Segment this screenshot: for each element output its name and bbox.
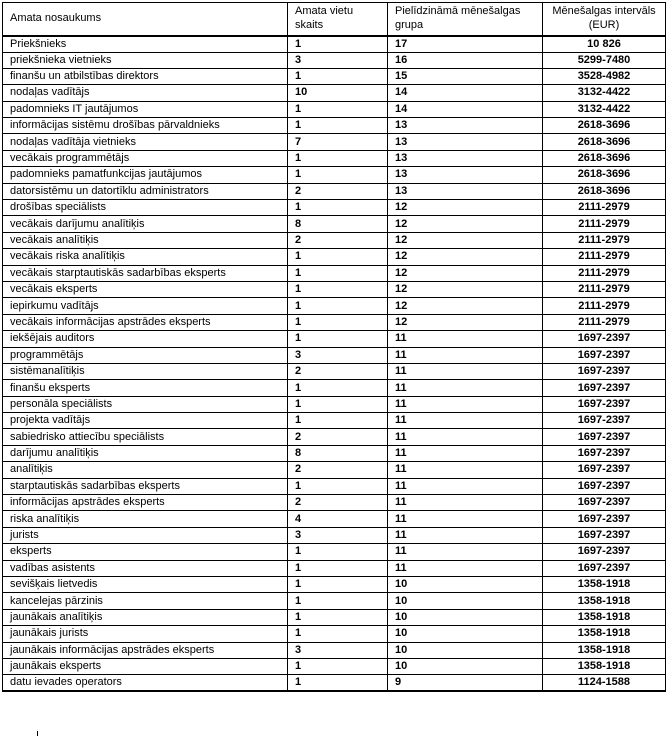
range-cell: 2618-3696	[543, 150, 666, 166]
count-cell: 1	[288, 560, 388, 576]
count-cell: 1	[288, 609, 388, 625]
count-cell: 2	[288, 363, 388, 379]
table-row	[3, 249, 666, 265]
position-cell: jurists	[3, 527, 288, 543]
count-cell: 2	[288, 462, 388, 478]
position-cell: programmētājs	[3, 347, 288, 363]
position-cell: priekšnieka vietnieks	[3, 52, 288, 68]
group-cell: 11	[388, 331, 543, 347]
group-cell: 11	[388, 544, 543, 560]
range-cell: 1124-1588	[543, 675, 666, 692]
position-cell: vecākais informācijas apstrādes eksperts	[3, 314, 288, 330]
range-cell: 2618-3696	[543, 118, 666, 134]
count-cell: 2	[288, 232, 388, 248]
table-row	[3, 68, 666, 84]
table-row	[3, 429, 666, 445]
count-cell: 1	[288, 380, 388, 396]
count-cell: 1	[288, 281, 388, 297]
table-row	[3, 593, 666, 609]
count-cell: 1	[288, 314, 388, 330]
range-cell: 1697-2397	[543, 347, 666, 363]
table-row	[3, 85, 666, 101]
group-cell: 9	[388, 675, 543, 692]
range-cell: 1697-2397	[543, 363, 666, 379]
group-cell: 12	[388, 232, 543, 248]
position-cell: iekšējais auditors	[3, 331, 288, 347]
group-cell: 16	[388, 52, 543, 68]
table-row	[3, 298, 666, 314]
group-cell: 12	[388, 265, 543, 281]
column-header-count: Amata vietu skaits	[288, 3, 388, 36]
table-row	[3, 413, 666, 429]
count-cell: 1	[288, 626, 388, 642]
range-cell: 1697-2397	[543, 495, 666, 511]
table-row	[3, 118, 666, 134]
position-cell: projekta vadītājs	[3, 413, 288, 429]
count-cell: 1	[288, 265, 388, 281]
position-cell: finanšu un atbilstības direktors	[3, 68, 288, 84]
group-cell: 13	[388, 167, 543, 183]
count-cell: 1	[288, 298, 388, 314]
table-row	[3, 626, 666, 642]
range-cell: 2111-2979	[543, 314, 666, 330]
group-cell: 11	[388, 495, 543, 511]
group-cell: 11	[388, 413, 543, 429]
position-cell: jaunākais informācijas apstrādes eksperts	[3, 642, 288, 658]
position-cell: sabiedrisko attiecību speciālists	[3, 429, 288, 445]
position-cell: vadības asistents	[3, 560, 288, 576]
range-cell: 1358-1918	[543, 609, 666, 625]
count-cell: 1	[288, 36, 388, 53]
count-cell: 3	[288, 347, 388, 363]
table-row	[3, 101, 666, 117]
group-cell: 12	[388, 298, 543, 314]
group-cell: 11	[388, 380, 543, 396]
group-cell: 11	[388, 511, 543, 527]
table-row	[3, 658, 666, 674]
table-row	[3, 232, 666, 248]
salary-table	[2, 2, 666, 692]
table-row	[3, 445, 666, 461]
range-cell: 1697-2397	[543, 462, 666, 478]
column-header-group: Pielīdzināmā mēnešalgas grupa	[388, 3, 543, 36]
table-row	[3, 347, 666, 363]
count-cell: 7	[288, 134, 388, 150]
range-cell: 1697-2397	[543, 413, 666, 429]
position-cell: Priekšnieks	[3, 36, 288, 53]
table-row	[3, 183, 666, 199]
range-cell: 2111-2979	[543, 200, 666, 216]
position-cell: starptautiskās sadarbības eksperts	[3, 478, 288, 494]
position-cell: vecākais eksperts	[3, 281, 288, 297]
range-cell: 2618-3696	[543, 183, 666, 199]
group-cell: 13	[388, 134, 543, 150]
range-cell: 2111-2979	[543, 281, 666, 297]
group-cell: 15	[388, 68, 543, 84]
table-row	[3, 544, 666, 560]
range-cell: 1358-1918	[543, 593, 666, 609]
group-cell: 12	[388, 200, 543, 216]
group-cell: 10	[388, 658, 543, 674]
count-cell: 3	[288, 527, 388, 543]
position-cell: nodaļas vadītāja vietnieks	[3, 134, 288, 150]
count-cell: 8	[288, 445, 388, 461]
count-cell: 2	[288, 495, 388, 511]
range-cell: 2111-2979	[543, 265, 666, 281]
group-cell: 11	[388, 462, 543, 478]
header-row	[3, 3, 666, 36]
count-cell: 8	[288, 216, 388, 232]
table-row	[3, 150, 666, 166]
count-cell: 3	[288, 52, 388, 68]
group-cell: 12	[388, 216, 543, 232]
position-cell: nodaļas vadītājs	[3, 85, 288, 101]
group-cell: 11	[388, 363, 543, 379]
position-cell: vecākais riska analītiķis	[3, 249, 288, 265]
range-cell: 3132-4422	[543, 85, 666, 101]
column-header-position: Amata nosaukums	[3, 3, 288, 36]
range-cell: 1358-1918	[543, 626, 666, 642]
count-cell: 1	[288, 577, 388, 593]
position-cell: informācijas sistēmu drošības pārvaldnieks	[3, 118, 288, 134]
range-cell: 1358-1918	[543, 642, 666, 658]
table-row	[3, 396, 666, 412]
position-cell: eksperts	[3, 544, 288, 560]
count-cell: 2	[288, 183, 388, 199]
position-cell: vecākais darījumu analītiķis	[3, 216, 288, 232]
count-cell: 1	[288, 658, 388, 674]
range-cell: 2618-3696	[543, 134, 666, 150]
position-cell: vecākais starptautiskās sadarbības eksperts	[3, 265, 288, 281]
range-cell: 1697-2397	[543, 511, 666, 527]
count-cell: 1	[288, 118, 388, 134]
range-cell: 3132-4422	[543, 101, 666, 117]
range-cell: 1697-2397	[543, 544, 666, 560]
count-cell: 1	[288, 167, 388, 183]
range-cell: 1697-2397	[543, 429, 666, 445]
count-cell: 2	[288, 429, 388, 445]
position-cell: drošības speciālists	[3, 200, 288, 216]
table-row	[3, 314, 666, 330]
group-cell: 11	[388, 347, 543, 363]
group-cell: 10	[388, 577, 543, 593]
range-cell: 2111-2979	[543, 232, 666, 248]
position-cell: kancelejas pārzinis	[3, 593, 288, 609]
group-cell: 10	[388, 642, 543, 658]
range-cell: 10 826	[543, 36, 666, 53]
group-cell: 11	[388, 478, 543, 494]
range-cell: 1358-1918	[543, 577, 666, 593]
group-cell: 11	[388, 445, 543, 461]
table-row	[3, 495, 666, 511]
table-row	[3, 265, 666, 281]
position-cell: personāla speciālists	[3, 396, 288, 412]
count-cell: 1	[288, 249, 388, 265]
range-cell: 1697-2397	[543, 331, 666, 347]
table-row	[3, 577, 666, 593]
range-cell: 1697-2397	[543, 478, 666, 494]
range-cell: 1358-1918	[543, 658, 666, 674]
table-row	[3, 527, 666, 543]
count-cell: 1	[288, 478, 388, 494]
table-row	[3, 134, 666, 150]
group-cell: 13	[388, 183, 543, 199]
range-cell: 1697-2397	[543, 380, 666, 396]
position-cell: riska analītiķis	[3, 511, 288, 527]
position-cell: finanšu eksperts	[3, 380, 288, 396]
range-cell: 5299-7480	[543, 52, 666, 68]
group-cell: 10	[388, 609, 543, 625]
group-cell: 12	[388, 249, 543, 265]
count-cell: 1	[288, 593, 388, 609]
range-cell: 2111-2979	[543, 249, 666, 265]
position-cell: padomnieks pamatfunkcijas jautājumos	[3, 167, 288, 183]
range-cell: 2618-3696	[543, 167, 666, 183]
table-row	[3, 52, 666, 68]
table-row	[3, 363, 666, 379]
count-cell: 1	[288, 150, 388, 166]
range-cell: 1697-2397	[543, 527, 666, 543]
count-cell: 1	[288, 331, 388, 347]
position-cell: iepirkumu vadītājs	[3, 298, 288, 314]
count-cell: 1	[288, 396, 388, 412]
table-row	[3, 478, 666, 494]
group-cell: 17	[388, 36, 543, 53]
table-continuation-stub	[37, 731, 38, 736]
position-cell: informācijas apstrādes eksperts	[3, 495, 288, 511]
table-row	[3, 380, 666, 396]
range-cell: 2111-2979	[543, 216, 666, 232]
count-cell: 1	[288, 101, 388, 117]
table-row	[3, 609, 666, 625]
range-cell: 1697-2397	[543, 396, 666, 412]
position-cell: jaunākais analītiķis	[3, 609, 288, 625]
range-cell: 2111-2979	[543, 298, 666, 314]
table-row	[3, 200, 666, 216]
range-cell: 1697-2397	[543, 560, 666, 576]
group-cell: 10	[388, 626, 543, 642]
range-cell: 3528-4982	[543, 68, 666, 84]
table-row	[3, 462, 666, 478]
range-cell: 1697-2397	[543, 445, 666, 461]
position-cell: jaunākais jurists	[3, 626, 288, 642]
group-cell: 11	[388, 429, 543, 445]
table-row	[3, 675, 666, 692]
count-cell: 1	[288, 413, 388, 429]
group-cell: 11	[388, 396, 543, 412]
count-cell: 1	[288, 544, 388, 560]
table-row	[3, 511, 666, 527]
group-cell: 11	[388, 560, 543, 576]
table-row	[3, 281, 666, 297]
position-cell: sevišķais lietvedis	[3, 577, 288, 593]
table-row	[3, 642, 666, 658]
group-cell: 10	[388, 593, 543, 609]
group-cell: 14	[388, 85, 543, 101]
position-cell: jaunākais eksperts	[3, 658, 288, 674]
group-cell: 13	[388, 118, 543, 134]
count-cell: 1	[288, 675, 388, 692]
position-cell: datorsistēmu un datortīklu administrators	[3, 183, 288, 199]
position-cell: darījumu analītiķis	[3, 445, 288, 461]
position-cell: sistēmanalītiķis	[3, 363, 288, 379]
table-row	[3, 167, 666, 183]
table-row	[3, 216, 666, 232]
count-cell: 1	[288, 68, 388, 84]
table-row	[3, 331, 666, 347]
group-cell: 11	[388, 527, 543, 543]
count-cell: 10	[288, 85, 388, 101]
count-cell: 1	[288, 200, 388, 216]
table-row	[3, 36, 666, 53]
group-cell: 12	[388, 314, 543, 330]
position-cell: padomnieks IT jautājumos	[3, 101, 288, 117]
position-cell: vecākais analītiķis	[3, 232, 288, 248]
group-cell: 12	[388, 281, 543, 297]
group-cell: 14	[388, 101, 543, 117]
count-cell: 3	[288, 642, 388, 658]
table-row	[3, 560, 666, 576]
group-cell: 13	[388, 150, 543, 166]
count-cell: 4	[288, 511, 388, 527]
column-header-range: Mēnešalgas intervāls (EUR)	[543, 3, 666, 36]
table-body	[3, 36, 666, 692]
salary-table-container	[2, 2, 666, 692]
position-cell: datu ievades operators	[3, 675, 288, 692]
position-cell: vecākais programmētājs	[3, 150, 288, 166]
position-cell: analītiķis	[3, 462, 288, 478]
